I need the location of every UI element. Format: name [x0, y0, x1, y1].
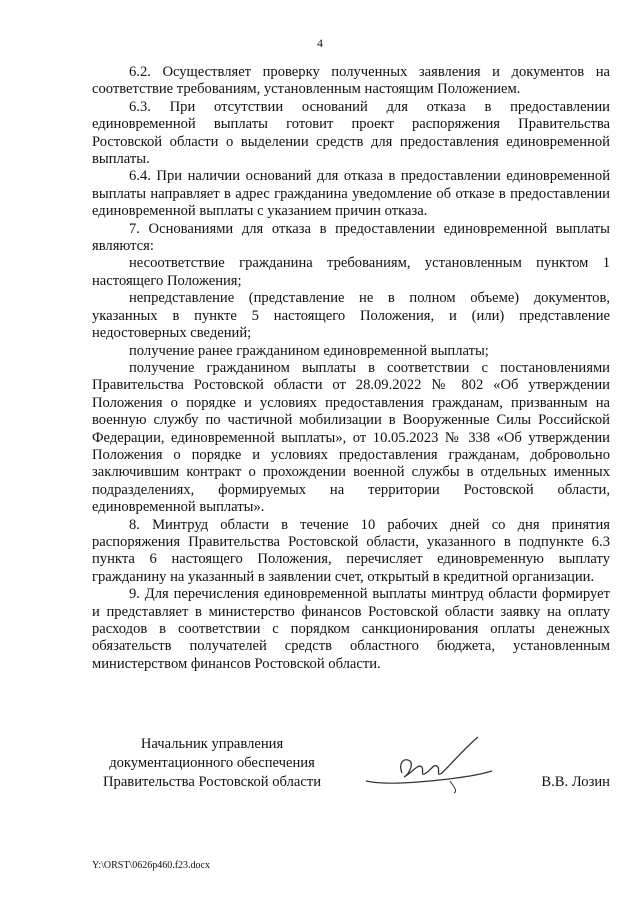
refusal-reason-1: несоответствие гражданина требованиям, установленным пунктом 1 настоящего Положения; [92, 255, 610, 289]
paragraph-8: 8. Минтруд области в течение 10 рабочих дней со дня принятия распоряжения Правительства Ростовской области, указанного в подпункте 6.3 пункта 6 настоящего Положения, перечисляет единовременную выплату гражданину на указанный в заявлении счет, открытый в кредитной организации. [92, 516, 610, 585]
paragraph-7: 7. Основаниями для отказа в предоставлении единовременной выплаты являются: [92, 220, 610, 255]
paragraph-6-2: 6.2. Осуществляет проверку полученных заявления и документов на соответствие требованиям, установленным настоящим Положением. [92, 64, 610, 98]
handwritten-signature [354, 733, 504, 801]
refusal-reason-4: получение гражданином выплаты в соответствии с постановлениями Правительства Ростовской области от 28.09.2022 № 802 «Об утверждении Положения о порядке и условиях предоставления гражданам, призванным на военную службу по частичной мобилизации в Вооруженные Силы Российской Федерации, единовременной выплаты», от 10.05.2023 № 338 «Об утверждении Положения о порядке и условиях предоставления гражданам, добровольно заключившим контракт о прохождении военной службы в отдельных именных подразделениях, формируемых на территории Ростовской области, единовременной выплаты». [92, 359, 610, 516]
paragraph-9: 9. Для перечисления единовременной выплаты минтруд области формирует и представляет в министерство финансов Ростовской области заявку на оплату расходов в соответствии с порядком санкционирования оплаты денежных обязательств получателей средств областного бюджета, установленным министерством финансов Ростовской области. [92, 586, 610, 672]
refusal-reason-2: непредставление (представление не в полном объеме) документов, указанных в пункте 5 настоящего Положения, и (или) представление недостоверных сведений; [92, 290, 610, 342]
page-number: 4 [317, 36, 323, 50]
document-body [92, 64, 610, 673]
paragraph-6-4: 6.4. При наличии оснований для отказа в предоставлении единовременной выплаты направляет в адрес гражданина уведомление об отказе в предоставлении единовременной выплаты с указанием причин отказа. [92, 168, 610, 220]
refusal-reason-3: получение ранее гражданином единовременной выплаты; [129, 342, 489, 359]
file-path-footer: Y:\ORST\0626p460.f23.docx [92, 860, 210, 871]
signature-block [92, 735, 610, 805]
signatory-title-line: Начальник управления [140, 736, 284, 752]
signatory-title [92, 735, 332, 792]
signatory-title-line: Правительства Ростовской области [102, 774, 322, 790]
signatory-name: В.В. Лозин [541, 774, 610, 790]
signatory-title-line: документационного обеспечения [109, 755, 315, 771]
paragraph-6-3: 6.3. При отсутствии оснований для отказа в предоставлении единовременной выплаты готовит проект распоряжения Правительства Ростовской области о выделении средств для предоставления единовременной выплаты. [92, 98, 610, 168]
